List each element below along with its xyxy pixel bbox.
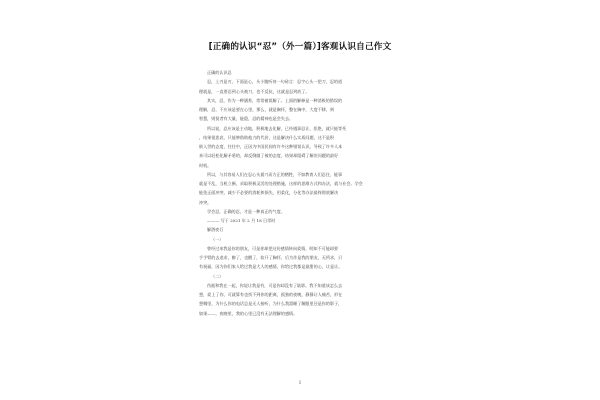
text-line: 冲突。 [199,199,212,205]
text-line: （一） [211,236,224,242]
text-line: 能免正面冲突，减少不必要的消耗和损失，用柔化，分化等办法最终彻底解决 [199,190,339,196]
text-line: 极入世的态度，往往中，正因为中国民间有许多这种错误认识，导致了许多人本 [199,144,343,149]
text-line: 其实，忍，作为一种涵养，常常被误解了。上面的解释是一种消极的错误的 [207,97,343,103]
text-line: ，结果很悲哀，只能够借助他力的代价，这是解决什么实质问题，这不是积 [199,134,335,140]
text-line: 解酒夜行 [207,227,224,233]
text-line: 想哪里，为什么你的电话总是无人接听，为什么我溜睡了解跟里还是你的影子， [199,301,343,307]
text-line: 曾经过来我是你的朋友，可是你却把这份感情转向爱情，明知不可能却要 [207,245,338,251]
text-line: （二） [211,273,224,279]
text-line: 就是不乱，当机立断，采取积极灵活的处理措施，这样的思维方式和办法，就与社会。学会 [199,181,363,186]
text-line: 理就是，一直要忍到心头被刀，也不反抗，这就是忍到底了。 [199,88,310,94]
document-body [199,68,405,318]
text-line: 想，爱上了你，可就算有也找不到你的距离，孤独的夜晚，静静让人痛苦，形在 [199,292,343,297]
text-line: 学会忍，正确的忍，才是一种真正的气度。 [207,208,285,214]
document-title: [正确的认识“忍”（外一篇）]客观认识自己作文 [208,42,392,52]
page-number: 1 [298,381,302,386]
text-line: 如果——，夜晚里，我的心里已没有无法理解的感情。 [199,310,298,316]
text-line: 所以说，忍应该是主动地，积极地去化解，已经遇事忍让，拒绝，就只能等死 [207,125,347,131]
text-line: 来可以轻松化解矛盾的，却反倒做了被的态度，结果却阻碍了解决问题的最好 [199,153,339,159]
text-line: 忍，上刃是刃，下面是心，头小腹听何一句砖言：忍字心头一把刀，忍的道 [207,79,343,85]
text-line: 伤逝和我在一起，你说让我是有，可是你却没有了陆影，我不知道该怎么去 [207,282,343,288]
text-line: 所以，与其容易人们在忍心头插刀而方正的牺牲，不如教育人们忍住，能事 [207,171,343,177]
text-line: 有祝福，因为你们家人给过我是大人的感情，你给过我都是最甜的心，让是让。 [199,264,343,270]
text-line: 智慧，则贤者有大量，能隐，忍的精神也是会失去。 [199,116,294,122]
text-line: 手手臂的去追求，醉了，也醒了，软开了胸怀，后为作是我的朋友，无所求，只 [199,255,343,260]
text-line: 理解，忍，不应该是要在心里，那么，就是胸怀，整在胸中，大度不移，则 [199,107,335,112]
text-line: 正确的认识忍 [207,70,232,75]
text-line: 时机。 [199,162,212,168]
text-line: ——— 写于 2021 年 2 月 18 日零时 [207,218,276,223]
